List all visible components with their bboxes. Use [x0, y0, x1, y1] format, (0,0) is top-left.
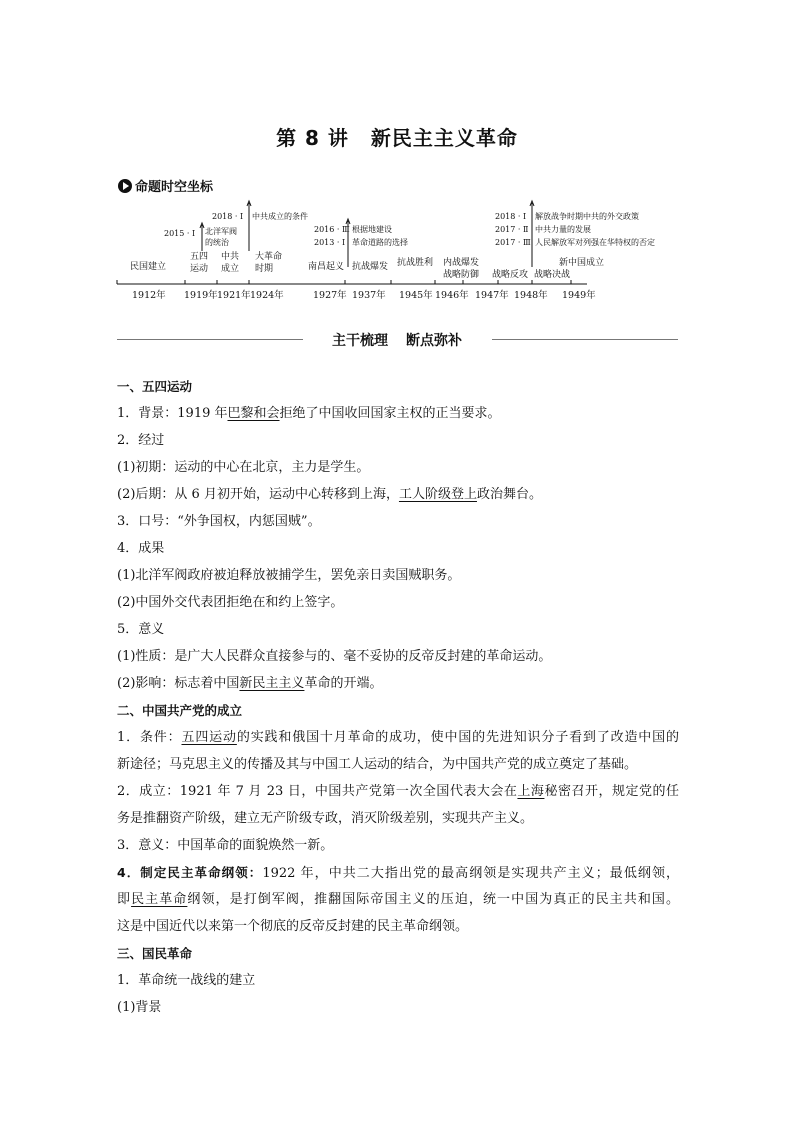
underlined-term: 上海 [517, 784, 545, 799]
exam-2016: 2016 · Ⅲ [314, 225, 350, 234]
event-1945: 抗战胜利 [397, 258, 434, 268]
event-1946-a: 内战爆发 [443, 258, 480, 268]
page-title [0, 122, 794, 151]
paragraph: 务是推翻资产阶级，建立无产阶级专政，消灭阶级差别，实现共产主义。 [117, 811, 534, 826]
event-1924-b: 时期 [255, 264, 274, 274]
divider-title [0, 330, 794, 350]
paragraph: (1)背景 [117, 1000, 162, 1015]
paragraph: 新途径；马克思主义的传播及其与中国工人运动的结合，为中国共产党的成立奠定了基础。 [117, 757, 638, 772]
paragraph: (2)影响：标志着中国新民主主义革命的开端。 [117, 676, 383, 691]
heading-national-revolution: 三、国民革命 [117, 946, 193, 961]
underlined-term: 民主革命 [131, 892, 188, 907]
paragraph: 2．成立：1921 年 7 月 23 日，中国共产党第一次全国代表大会在上海秘密召开，规定党的任 [117, 784, 679, 799]
topic-base-areas: 根据地建设 [352, 225, 392, 234]
year-1927: 1927年 [313, 290, 347, 301]
underlined-term: 工人阶级登上 [398, 487, 477, 502]
paragraph: 2．经过 [117, 433, 165, 448]
heading-party-founding: 二、中国共产党的成立 [117, 703, 243, 718]
event-1927: 南昌起义 [308, 262, 345, 272]
heading-may-fourth: 一、五四运动 [117, 379, 193, 394]
year-1947: 1947年 [475, 290, 509, 301]
event-1921-a: 中共 [221, 252, 240, 262]
exam-2015: 2015 · Ⅰ [164, 229, 196, 238]
year-1924: 1924年 [250, 290, 284, 301]
paragraph: 4．成果 [117, 541, 165, 556]
event-1947: 战略反攻 [492, 270, 529, 280]
event-1924-a: 大革命 [255, 252, 283, 262]
main-content [117, 373, 679, 1021]
exam-2018-b: 2018 · Ⅰ [495, 212, 527, 221]
paragraph: (2)中国外交代表团拒绝在和约上签字。 [117, 595, 344, 610]
lecture-title: 新民主主义革命 [370, 126, 518, 150]
paragraph: 这是中国近代以来第一个彻底的反帝反封建的民主革命纲领。 [117, 919, 469, 934]
divider-title-a: 主干梳理 [332, 333, 388, 349]
paragraph: 1．革命统一战线的建立 [117, 973, 256, 988]
section-heading-label: 命题时空坐标 [135, 180, 214, 195]
paragraph: (2)后期：从 6 月初开始，运动中心转移到上海，工人阶级登上政治舞台。 [117, 487, 542, 502]
year-1948: 1948年 [514, 290, 548, 301]
paragraph: 即民主革命纲领，是打倒军阀，推翻国际帝国主义的压迫，统一中国为真正的民主共和国。 [117, 892, 679, 907]
paragraph-background: 1．背景：1919 年巴黎和会拒绝了中国收回国家主权的正当要求。 [117, 406, 501, 421]
timeline [112, 195, 692, 305]
paragraph: 1．条件：五四运动的实践和俄国十月革命的成功，使中国的先进知识分子看到了改造中国的 [117, 730, 679, 745]
event-1948: 战略决战 [534, 270, 571, 280]
event-1919-b: 运动 [190, 264, 209, 274]
paragraph: 3．意义：中国革命的面貌焕然一新。 [117, 838, 334, 853]
topic-foreign-policy: 解放战争时期中共的外交政策 [535, 212, 639, 221]
play-icon [118, 179, 132, 193]
year-1949: 1949年 [562, 290, 596, 301]
topic-party-conditions: 中共成立的条件 [252, 212, 308, 221]
paragraph: 3．口号：“外争国权，内惩国贼”。 [117, 514, 321, 529]
topic-privileges: 人民解放军对列强在华特权的否定 [535, 238, 655, 247]
year-1945: 1945年 [399, 290, 433, 301]
underlined-term: 五四运动 [181, 730, 237, 745]
topic-warlords-b: 的统治 [205, 238, 229, 247]
topic-party-growth: 中共力量的发展 [535, 225, 591, 234]
year-1919: 1919年 [184, 290, 218, 301]
event-1921-b: 成立 [221, 264, 240, 274]
lecture-number: 第 8 讲 [276, 126, 349, 150]
paragraph: (1)初期：运动的中心在北京，主力是学生。 [117, 460, 370, 475]
divider-title-b: 断点弥补 [406, 333, 462, 349]
event-1946-b: 战略防御 [443, 270, 480, 280]
event-1912: 民国建立 [130, 262, 167, 272]
exam-2017-b: 2017 · Ⅲ [495, 238, 531, 247]
exam-2018-a: 2018 · Ⅰ [212, 212, 244, 221]
exam-2017-a: 2017 · Ⅱ [495, 225, 529, 234]
underlined-term: 巴黎和会 [227, 406, 280, 421]
topic-revolution-path: 革命道路的选择 [352, 238, 408, 247]
year-1946: 1946年 [435, 290, 469, 301]
year-1921: 1921年 [217, 290, 251, 301]
section-heading [118, 176, 213, 195]
topic-warlords-a: 北洋军阀 [205, 227, 237, 236]
year-1912: 1912年 [132, 290, 166, 301]
underlined-term: 新民主主义 [239, 676, 305, 691]
paragraph: 5．意义 [117, 622, 165, 637]
event-1919-a: 五四 [190, 252, 209, 262]
paragraph: 4．制定民主革命纲领：1922 年，中共二大指出党的最高纲领是实现共产主义；最低纲领， [117, 865, 679, 881]
exam-2013: 2013 · Ⅰ [314, 238, 346, 247]
event-1937: 抗战爆发 [352, 262, 389, 272]
paragraph: (1)性质：是广大人民群众直接参与的、毫不妥协的反帝反封建的革命运动。 [117, 649, 552, 664]
paragraph: (1)北洋军阀政府被迫释放被捕学生，罢免亲日卖国贼职务。 [117, 568, 461, 583]
year-1937: 1937年 [352, 290, 386, 301]
event-1949: 新中国成立 [559, 258, 605, 268]
